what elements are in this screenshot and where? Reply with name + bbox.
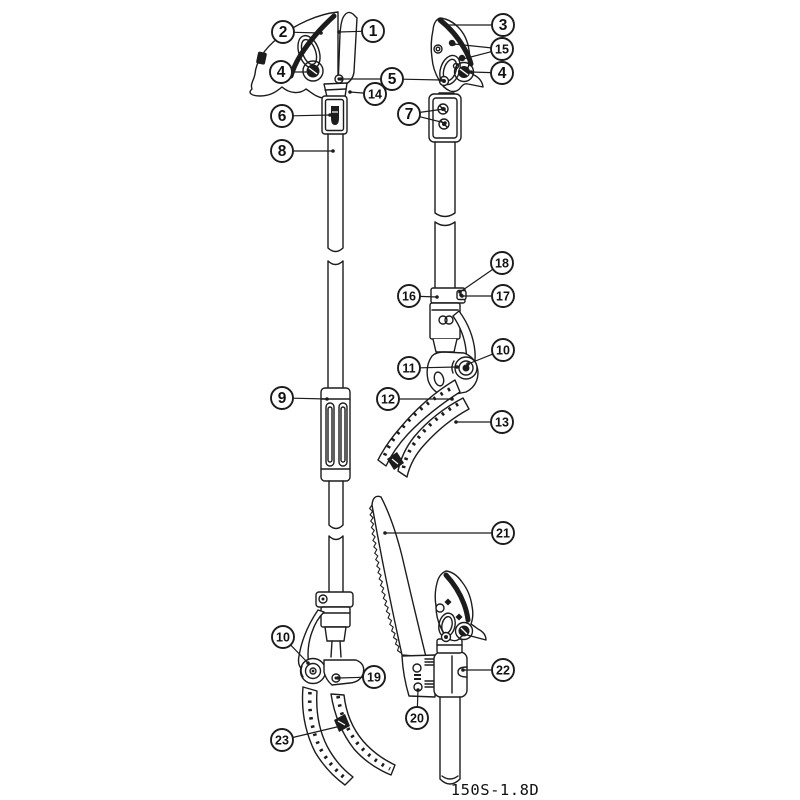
svg-text:4: 4 bbox=[276, 64, 286, 81]
left-lower-pole bbox=[329, 481, 343, 592]
svg-text:10: 10 bbox=[276, 630, 290, 645]
svg-text:10: 10 bbox=[496, 343, 510, 358]
svg-text:8: 8 bbox=[277, 143, 287, 160]
callout-14 bbox=[348, 83, 386, 105]
callout-17 bbox=[460, 285, 514, 307]
callout-5 bbox=[339, 68, 443, 90]
left-pruner-head bbox=[250, 12, 357, 98]
center-grip-lock bbox=[321, 388, 350, 481]
svg-text:17: 17 bbox=[496, 289, 510, 304]
svg-text:16: 16 bbox=[402, 289, 416, 304]
callout-21 bbox=[383, 522, 514, 544]
lower-bracket bbox=[434, 649, 467, 697]
model-label: 150S-1.8D bbox=[450, 781, 540, 799]
latch bbox=[331, 106, 339, 125]
svg-text:14: 14 bbox=[368, 87, 382, 102]
left-pole bbox=[328, 134, 343, 388]
svg-text:7: 7 bbox=[404, 106, 414, 123]
svg-text:5: 5 bbox=[387, 71, 397, 88]
svg-text:15: 15 bbox=[495, 42, 509, 57]
svg-text:12: 12 bbox=[381, 392, 395, 407]
svg-text:18: 18 bbox=[495, 256, 509, 271]
lower-pruner-head bbox=[435, 571, 486, 653]
saw-blade bbox=[370, 496, 426, 657]
svg-text:4: 4 bbox=[497, 65, 507, 82]
svg-text:1: 1 bbox=[368, 23, 378, 40]
svg-text:20: 20 bbox=[410, 711, 424, 726]
svg-text:9: 9 bbox=[277, 390, 287, 407]
svg-text:19: 19 bbox=[367, 670, 381, 685]
svg-text:6: 6 bbox=[277, 108, 287, 125]
svg-text:22: 22 bbox=[496, 663, 510, 678]
callout-13 bbox=[454, 411, 513, 433]
callout-9 bbox=[271, 387, 329, 409]
svg-text:23: 23 bbox=[275, 733, 289, 748]
svg-text:2: 2 bbox=[278, 24, 288, 41]
right-pole bbox=[435, 142, 455, 288]
right-pruner-head bbox=[431, 18, 483, 99]
svg-text:3: 3 bbox=[498, 17, 508, 34]
left-handle-assembly bbox=[299, 592, 396, 785]
svg-text:21: 21 bbox=[496, 526, 510, 541]
svg-text:11: 11 bbox=[402, 361, 416, 376]
svg-text:13: 13 bbox=[495, 415, 509, 430]
callout-8 bbox=[271, 140, 335, 162]
lower-pole bbox=[440, 697, 460, 784]
right-head-clamp bbox=[429, 94, 461, 142]
callout-22 bbox=[461, 659, 514, 681]
